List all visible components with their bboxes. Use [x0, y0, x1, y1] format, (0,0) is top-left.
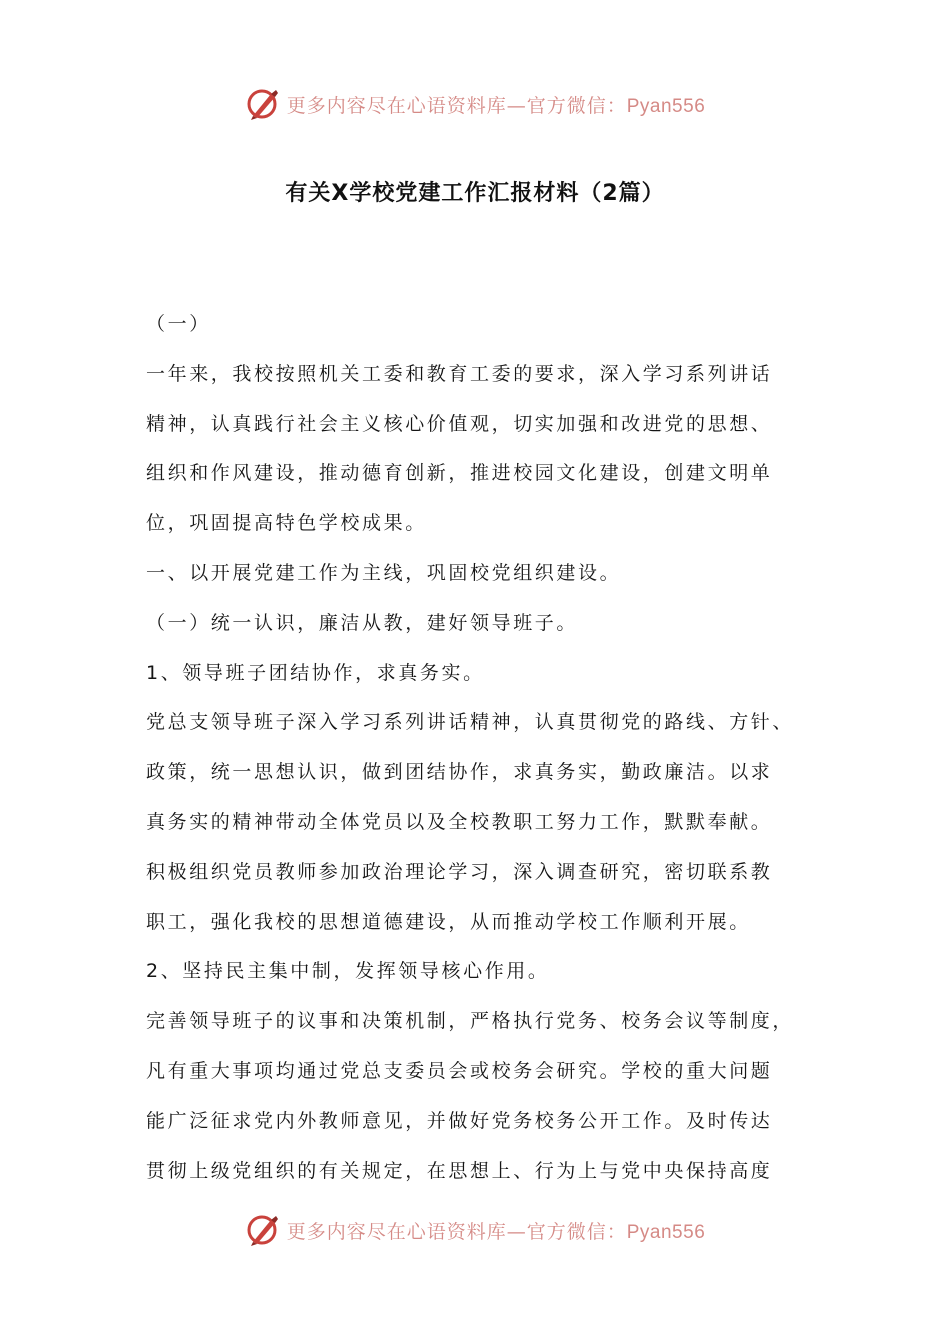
header-watermark [0, 82, 950, 126]
text-line: 职工，强化我校的思想道德建设，从而推动学校工作顺利开展。 [146, 910, 751, 933]
text-line: 政策，统一思想认识，做到团结协作，求真务实，勤政廉洁。以求 [146, 761, 773, 784]
text-line: 精神，认真践行社会主义核心价值观，切实加强和改进党的思想、 [146, 412, 773, 435]
text-line: 位，巩固提高特色学校成果。 [146, 512, 427, 535]
pen-logo-icon [245, 86, 281, 122]
document-title: 有关X学校党建工作汇报材料（2篇） [285, 181, 665, 206]
subsection-heading: （一）统一认识，廉洁从教，建好领导班子。 [146, 611, 579, 634]
footer-watermark [0, 1208, 950, 1252]
document-body [146, 300, 811, 1196]
item-heading: 2、坚持民主集中制，发挥领导核心作用。 [146, 960, 550, 983]
text-line: （一） [146, 313, 211, 335]
text-line: 积极组织党员教师参加政治理论学习，深入调查研究，密切联系教 [146, 860, 773, 883]
watermark-text: 更多内容尽在心语资料库—官方微信：Pyan556 [286, 94, 706, 117]
text-line: 党总支领导班子深入学习系列讲话精神，认真贯彻党的路线、方针、 [146, 711, 795, 734]
pen-logo-icon [245, 1212, 281, 1248]
text-line: 贯彻上级党组织的有关规定，在思想上、行为上与党中央保持高度 [146, 1159, 773, 1182]
text-line: 能广泛征求党内外教师意见，并做好党务校务公开工作。及时传达 [146, 1109, 773, 1132]
section-heading: 一、以开展党建工作为主线，巩固校党组织建设。 [146, 561, 622, 584]
text-line: 真务实的精神带动全体党员以及全校教职工努力工作，默默奉献。 [146, 810, 773, 833]
text-line: 完善领导班子的议事和决策机制，严格执行党务、校务会议等制度， [146, 1010, 795, 1033]
text-line: 凡有重大事项均通过党总支委员会或校务会研究。学校的重大问题 [146, 1059, 773, 1082]
text-line: 一年来，我校按照机关工委和教育工委的要求，深入学习系列讲话 [146, 362, 773, 385]
watermark-text: 更多内容尽在心语资料库—官方微信：Pyan556 [286, 1220, 706, 1243]
item-heading: 1、领导班子团结协作，求真务实。 [146, 661, 485, 684]
text-line: 组织和作风建设，推动德育创新，推进校园文化建设，创建文明单 [146, 462, 773, 485]
